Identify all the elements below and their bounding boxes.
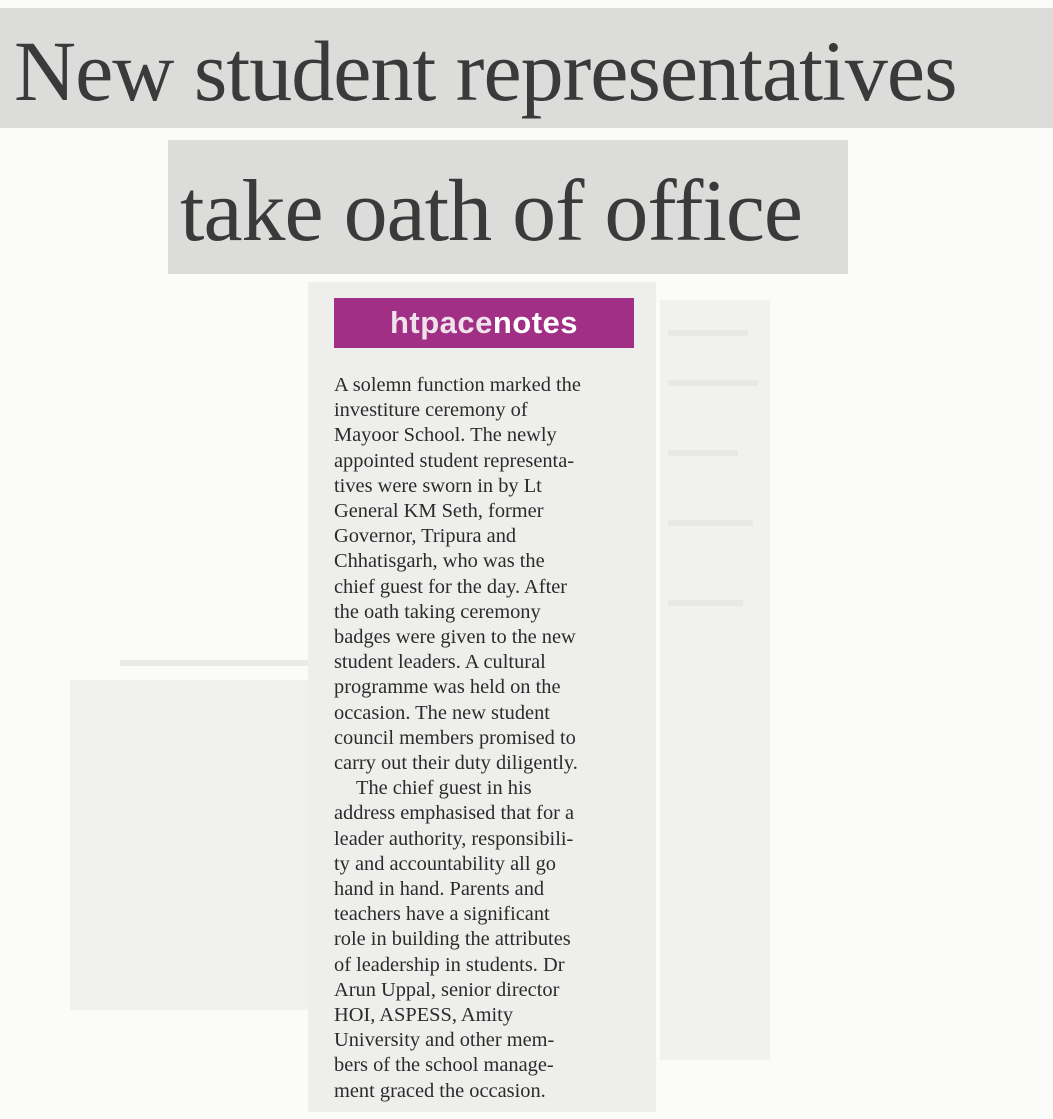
article-line: tives were sworn in by Lt [334, 474, 542, 497]
article-line: Chhatisgarh, who was the [334, 550, 545, 573]
headline-line-1: New student representatives [0, 8, 1053, 128]
section-banner [334, 298, 634, 348]
article-line: council members promised to [334, 726, 576, 749]
article-line: role in building the attributes [334, 928, 571, 951]
article-line: hand in hand. Parents and [334, 878, 545, 901]
article-line: address emphasised that for a [334, 802, 575, 825]
article-line: the oath taking ceremony [334, 600, 541, 623]
article-line: ty and accountability all go [334, 852, 556, 875]
article-line: investiture ceremony of [334, 399, 528, 422]
showthrough-block-left [70, 680, 310, 1010]
article-line: of leadership in students. Dr [334, 953, 565, 976]
showthrough-line [668, 600, 743, 606]
article-line: programme was held on the [334, 676, 561, 699]
headline-line-2: take oath of office [168, 140, 848, 274]
article-line: leader authority, responsibili- [334, 827, 574, 850]
showthrough-line [668, 380, 758, 386]
article-line: Governor, Tripura and [334, 525, 517, 548]
article-line: carry out their duty diligently. [334, 752, 578, 775]
article-line: student leaders. A cultural [334, 651, 546, 674]
showthrough-line [120, 660, 310, 666]
article-line: appointed student representa- [334, 449, 575, 472]
article-line: The chief guest in his [356, 777, 532, 800]
article-line: A solemn function marked the [334, 374, 581, 396]
article-line: bers of the school manage- [334, 1054, 554, 1077]
article-line: Arun Uppal, senior director [334, 978, 560, 1001]
article-line: HOI, ASPESS, Amity [334, 1004, 514, 1027]
article-line: Mayoor School. The newly [334, 424, 557, 447]
showthrough-line [668, 450, 738, 456]
showthrough-line [668, 330, 748, 336]
article-line: General KM Seth, former [334, 500, 544, 523]
article-line: badges were given to the new [334, 626, 576, 649]
section-banner-accent: notes [492, 305, 579, 340]
showthrough-line [668, 520, 753, 526]
article-body [334, 373, 649, 1104]
section-banner-prefix: htpace [389, 305, 493, 340]
article-line: chief guest for the day. After [334, 575, 568, 598]
article-line: ment graced the occasion. [334, 1079, 546, 1102]
showthrough-block-right [660, 300, 770, 1060]
article-line: occasion. The new student [334, 701, 550, 724]
article-line: University and other mem- [334, 1029, 555, 1052]
article-line: teachers have a significant [334, 903, 550, 926]
